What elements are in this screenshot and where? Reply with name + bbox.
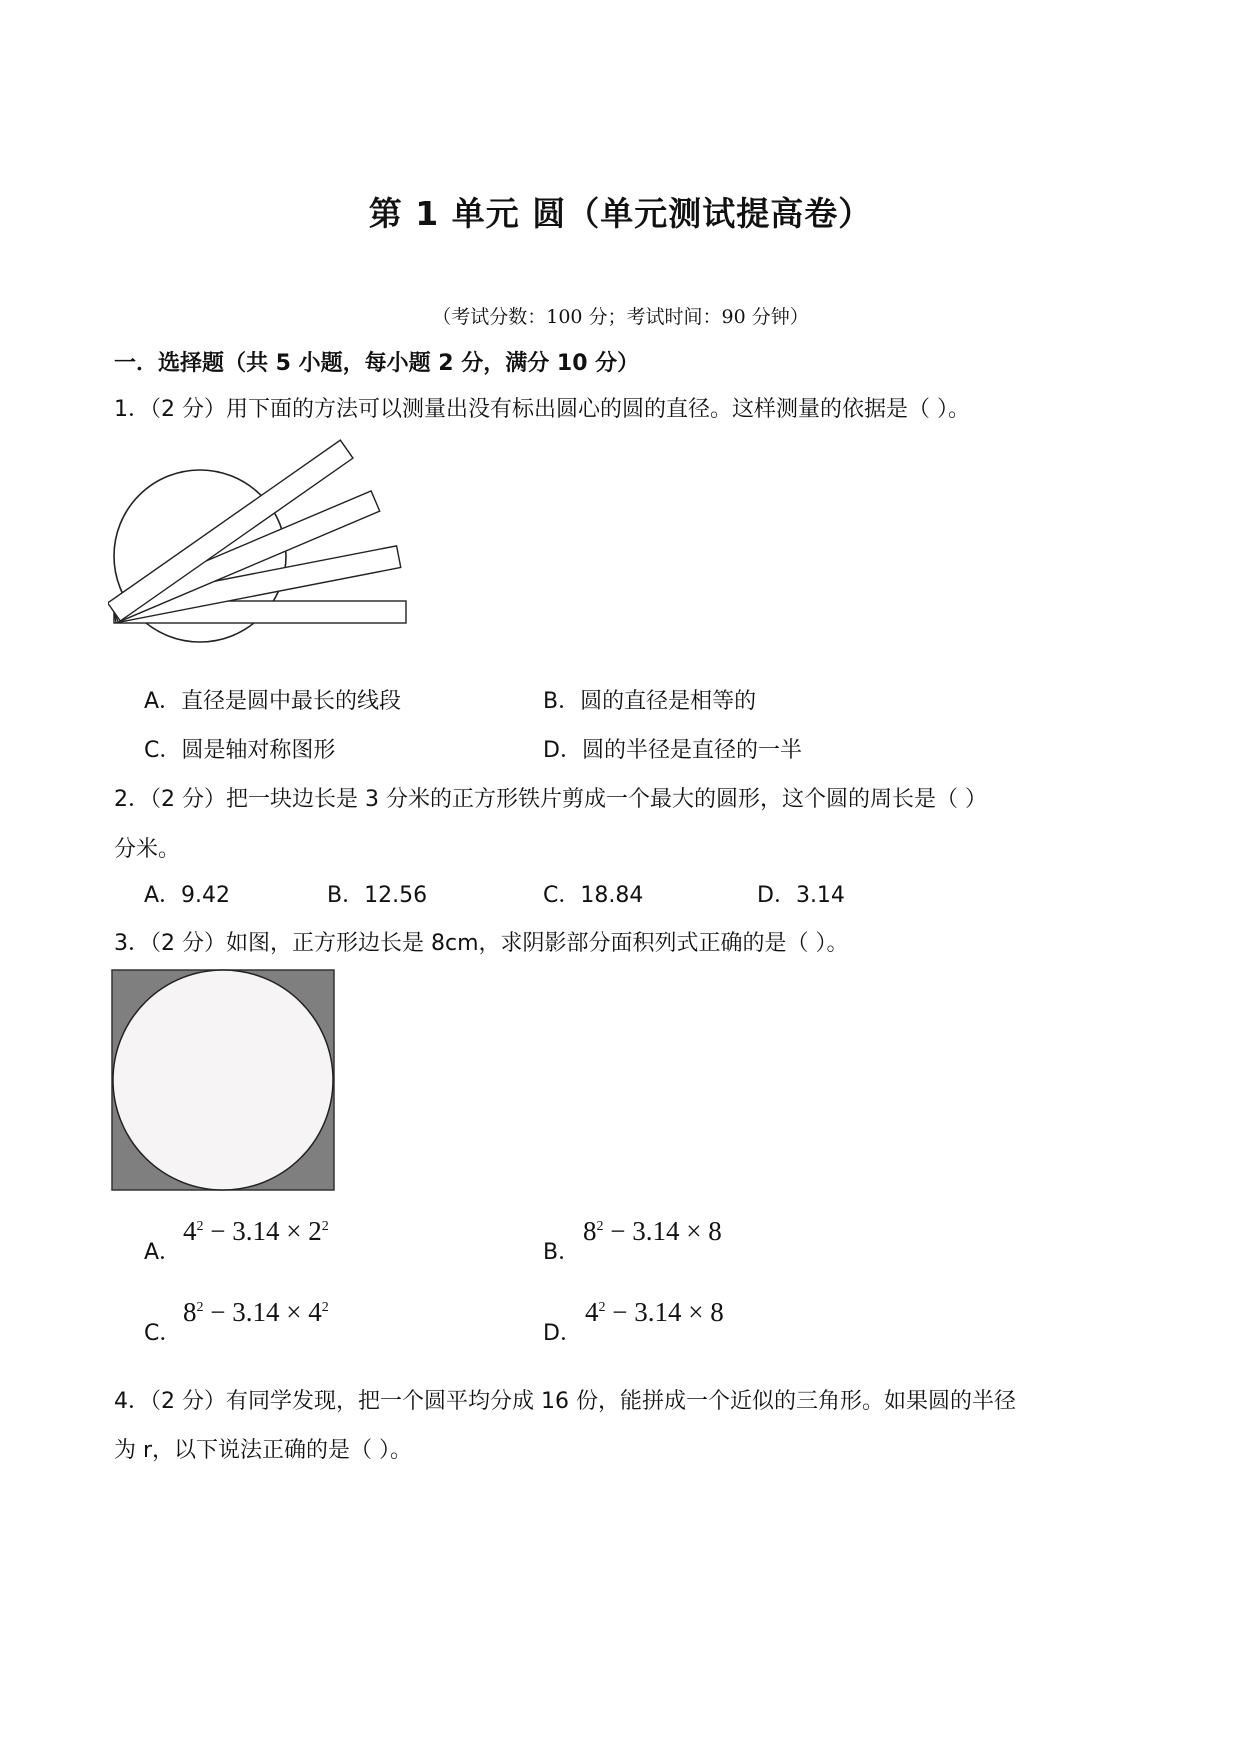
q3-option-d-formula[interactable]: $4^2 - 3.14 \times 8$ [585, 1297, 724, 1327]
q3-option-b-label[interactable]: B． [543, 1240, 581, 1265]
q1-option-d[interactable]: D．圆的半径是直径的一半 [543, 738, 802, 763]
q1-option-a[interactable]: A．直径是圆中最长的线段 [144, 689, 402, 714]
q1-ruler-figure [108, 430, 408, 660]
q3-inner-circle [113, 970, 333, 1190]
q2-stem-line1: 2．（2 分）把一块边长是 3 分米的正方形铁片剪成一个最大的圆形，这个圆的周长是（ ） [114, 787, 987, 812]
section-heading: 一．选择题（共 5 小题，每小题 2 分，满分 10 分） [114, 351, 640, 376]
q3-option-a-label[interactable]: A． [144, 1240, 182, 1265]
q3-option-a-formula[interactable]: $4^2 - 3.14 \times 2^2$ [183, 1216, 329, 1246]
q3-square-circle-figure [111, 969, 337, 1193]
q4-stem-line1: 4．（2 分）有同学发现，把一个圆平均分成 16 份，能拼成一个近似的三角形。如果圆的半径 [114, 1389, 1016, 1414]
q3-option-c-formula[interactable]: $8^2 - 3.14 \times 4^2$ [183, 1297, 329, 1327]
q1-stem: 1．（2 分）用下面的方法可以测量出没有标出圆心的圆的直径。这样测量的依据是（ ）。 [114, 397, 970, 422]
q2-option-a[interactable]: A．9.42 [144, 883, 231, 908]
q3-stem: 3．（2 分）如图，正方形边长是 8cm，求阴影部分面积列式正确的是（ ）。 [114, 931, 849, 956]
page-title: 第 1 单元 圆（单元测试提高卷） [368, 194, 873, 233]
exam-info: （考试分数：100 分；考试时间：90 分钟） [432, 306, 809, 328]
q3-option-d-label[interactable]: D． [543, 1321, 582, 1346]
q2-stem-line2: 分米。 [114, 837, 181, 862]
q3-option-c-label[interactable]: C． [144, 1321, 182, 1346]
q1-option-c[interactable]: C．圆是轴对称图形 [144, 738, 336, 763]
q2-option-b[interactable]: B．12.56 [327, 883, 428, 908]
q3-option-b-formula[interactable]: $8^2 - 3.14 \times 8$ [583, 1216, 722, 1246]
q2-option-d[interactable]: D．3.14 [757, 883, 845, 908]
q1-option-b[interactable]: B．圆的直径是相等的 [543, 689, 757, 714]
q4-stem-line2: 为 r，以下说法正确的是（ ）。 [114, 1438, 413, 1463]
q2-option-c[interactable]: C．18.84 [543, 883, 644, 908]
